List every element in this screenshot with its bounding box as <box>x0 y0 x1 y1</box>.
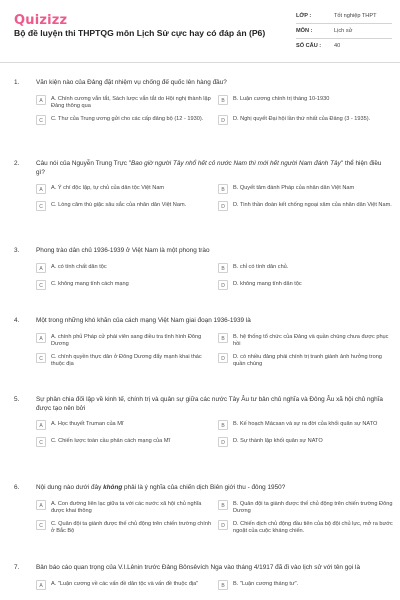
meta-value: 40 <box>334 43 341 49</box>
answer-option[interactable] <box>218 500 394 515</box>
option-letter-box: D <box>218 280 228 290</box>
option-letter-box: D <box>218 520 228 530</box>
option-text: A. Chính cương vắn tắt, Sách lược vắn tắt do Hội nghị thành lập Đảng thông qua <box>51 95 211 109</box>
option-text: A. Con đường liên lạc giữa ta với các nước xã hội chủ nghĩa được khai thông <box>51 500 202 514</box>
question-text: Văn kiện nào của Đảng đặt nhiệm vụ chống đế quốc lên hàng đầu? <box>36 79 227 86</box>
question-block <box>14 484 393 535</box>
option-letter-box: A <box>36 333 46 343</box>
option-letter-box: A <box>36 263 46 273</box>
answer-option[interactable] <box>36 420 212 432</box>
option-text: C. Chiến lược toàn cầu phản cách mạng của Mĩ <box>51 438 171 445</box>
question-block <box>14 317 389 368</box>
answer-option[interactable] <box>218 580 394 592</box>
question-block <box>14 247 386 292</box>
meta-table <box>296 9 392 53</box>
option-text: B. Quyết tâm đánh Pháp của nhân dân Việt Nam <box>233 185 355 192</box>
question-number: 1. <box>14 79 20 86</box>
option-text: D. Sự thành lập khối quân sự NATO <box>233 438 323 445</box>
question-text: Nội dung nào dưới đây không phải là ý nghĩa của chiến dịch Biên giới thu - đông 1950? <box>36 484 286 491</box>
question-number: 3. <box>14 247 20 254</box>
option-text: C. Lòng căm thù giặc sâu sắc của nhân dân Việt Nam. <box>51 202 187 209</box>
question-text: Phong trào dân chủ 1936-1939 ở Việt Nam là một phong trào <box>36 247 210 254</box>
option-text: B. Quân đội ta giành được thế chủ động trên chiến trường Đông Dương <box>233 500 393 514</box>
option-letter-box: A <box>36 184 46 194</box>
option-letter-box: A <box>36 420 46 430</box>
option-text: A. "Luận cương về các vấn đề dân tộc và vấn đề thuộc địa" <box>51 580 199 587</box>
question-block <box>14 79 386 127</box>
meta-key: MÔN : <box>296 28 313 34</box>
question-block <box>14 396 386 449</box>
answer-option[interactable] <box>36 520 212 535</box>
answer-option[interactable] <box>36 500 212 515</box>
answer-option[interactable] <box>36 437 212 449</box>
meta-row-count <box>296 39 392 53</box>
answer-option[interactable] <box>218 95 394 110</box>
answer-option[interactable] <box>218 201 394 213</box>
answer-option[interactable] <box>218 115 394 127</box>
question-number: 2. <box>14 160 20 167</box>
option-text: D. Tinh thần đoàn kết chống ngoại xâm của nhân dân Việt Nam. <box>233 202 392 209</box>
option-text: B. Kế hoạch Mácsan và sự ra đời của khối quân sự NATO <box>233 421 378 428</box>
answer-option[interactable] <box>36 201 212 213</box>
option-letter-box: C <box>36 437 46 447</box>
answer-option[interactable] <box>218 263 394 275</box>
question-text: Bản báo cáo quan trọng của V.I.Lênin trước Đảng Bônsêvích Nga vào tháng 4/1917 đã đi vào lịch sử với tên gọi là <box>36 564 361 571</box>
option-text: C. Quân đội ta giành được thế chủ động trên chiến trường chính ở Bắc Bộ <box>51 520 212 534</box>
option-letter-box: B <box>218 184 228 194</box>
worksheet-header <box>0 0 400 63</box>
question-text: Câu nói của Nguyễn Trung Trực "Bao giờ người Tây nhổ hết cỏ nước Nam thì mới hết người Nam đánh Tây" thể hiện điều gì? <box>36 160 382 176</box>
question-number: 4. <box>14 317 20 324</box>
question-text: Một trong những khó khăn của cách mạng Việt Nam giai đoạn 1936-1939 là <box>36 317 251 324</box>
meta-row-subject <box>296 24 392 39</box>
question-text: Sự phân chia đối lập về kinh tế, chính trị và quân sự giữa các nước Tây Âu tư bản chủ nghĩa và Đông Âu xã hội chủ nghĩa được tạo nên bởi <box>36 396 383 412</box>
option-letter-box: D <box>218 115 228 125</box>
document-title: Bộ đề luyện thi THPTQG môn Lịch Sử cực hay có đáp án (P6) <box>14 28 266 38</box>
option-letter-box: D <box>218 201 228 211</box>
option-letter-box: B <box>218 500 228 510</box>
option-text: A. Ý chí độc lập, tự chủ của dân tộc Việt Nam <box>51 185 165 192</box>
answer-option[interactable] <box>36 333 212 348</box>
option-text: B. "Luận cương tháng tư". <box>233 580 299 587</box>
answer-option[interactable] <box>218 437 394 449</box>
option-text: D. có nhiều đảng phái chính trị tranh giành ảnh hưởng trong quần chúng <box>233 353 382 367</box>
option-letter-box: C <box>36 201 46 211</box>
option-text: A. chính phủ Pháp cử phái viên sang điều tra tình hình Đông Dương <box>51 333 202 347</box>
quizizz-logo: Quizizz <box>14 13 68 28</box>
option-text: D. Chiến dịch chủ động đầu tiên của bộ đội chủ lực, mở ra bước ngoặt của cuộc kháng chiến. <box>233 520 393 534</box>
option-text: B. Luận cương chính trị tháng 10-1930 <box>233 95 330 102</box>
option-letter-box: C <box>36 280 46 290</box>
meta-value: Lịch sử <box>334 28 353 34</box>
meta-key: SỐ CÂU : <box>296 43 322 49</box>
meta-key: LỚP : <box>296 13 312 19</box>
option-letter-box: C <box>36 115 46 125</box>
option-letter-box: A <box>36 500 46 510</box>
question-number: 6. <box>14 484 20 491</box>
answer-option[interactable] <box>36 580 212 592</box>
option-letter-box: B <box>218 420 228 430</box>
option-letter-box: B <box>218 263 228 273</box>
question-block <box>14 160 392 213</box>
answer-option[interactable] <box>36 280 212 292</box>
answer-option[interactable] <box>218 280 394 292</box>
question-number: 7. <box>14 564 20 571</box>
meta-row-class <box>296 9 392 24</box>
option-letter-box: C <box>36 520 46 530</box>
option-text: A. có tính chất dân tộc <box>51 263 107 270</box>
option-text: B. chỉ có tính dân chủ. <box>233 263 289 270</box>
option-text: D. không mang tính dân tộc <box>233 280 302 287</box>
answer-option[interactable] <box>36 353 212 368</box>
option-text: C. Thư của Trung ương gửi cho các cấp đảng bộ (12 - 1930). <box>51 115 204 122</box>
option-text: D. Nghị quyết Đại hội lần thứ nhất của Đảng (3 - 1935). <box>233 115 371 122</box>
option-text: C. không mang tính cách mạng <box>51 280 129 287</box>
option-text: B. hệ thống tổ chức của Đảng và quần chúng chưa được phục hồi <box>233 333 389 347</box>
option-text: C. chính quyền thực dân ở Đông Dương đẩy mạnh khai thác thuộc địa <box>51 353 202 367</box>
meta-value: Tốt nghiệp THPT <box>334 13 377 19</box>
answer-option[interactable] <box>36 263 212 275</box>
answer-option[interactable] <box>218 353 394 368</box>
option-letter-box: B <box>218 580 228 590</box>
question-number: 5. <box>14 396 20 403</box>
answer-option[interactable] <box>36 95 212 110</box>
answer-option[interactable] <box>218 420 394 432</box>
answer-option[interactable] <box>36 115 212 127</box>
option-letter-box: D <box>218 437 228 447</box>
answer-option[interactable] <box>36 184 212 196</box>
option-letter-box: A <box>36 95 46 105</box>
option-letter-box: B <box>218 333 228 343</box>
option-letter-box: D <box>218 353 228 363</box>
option-text: A. Học thuyết Truman của Mĩ <box>51 421 124 428</box>
option-letter-box: C <box>36 353 46 363</box>
answer-option[interactable] <box>218 184 394 196</box>
option-letter-box: A <box>36 580 46 590</box>
answer-option[interactable] <box>218 333 394 348</box>
option-letter-box: B <box>218 95 228 105</box>
answer-option[interactable] <box>218 520 394 535</box>
question-block <box>14 564 386 592</box>
